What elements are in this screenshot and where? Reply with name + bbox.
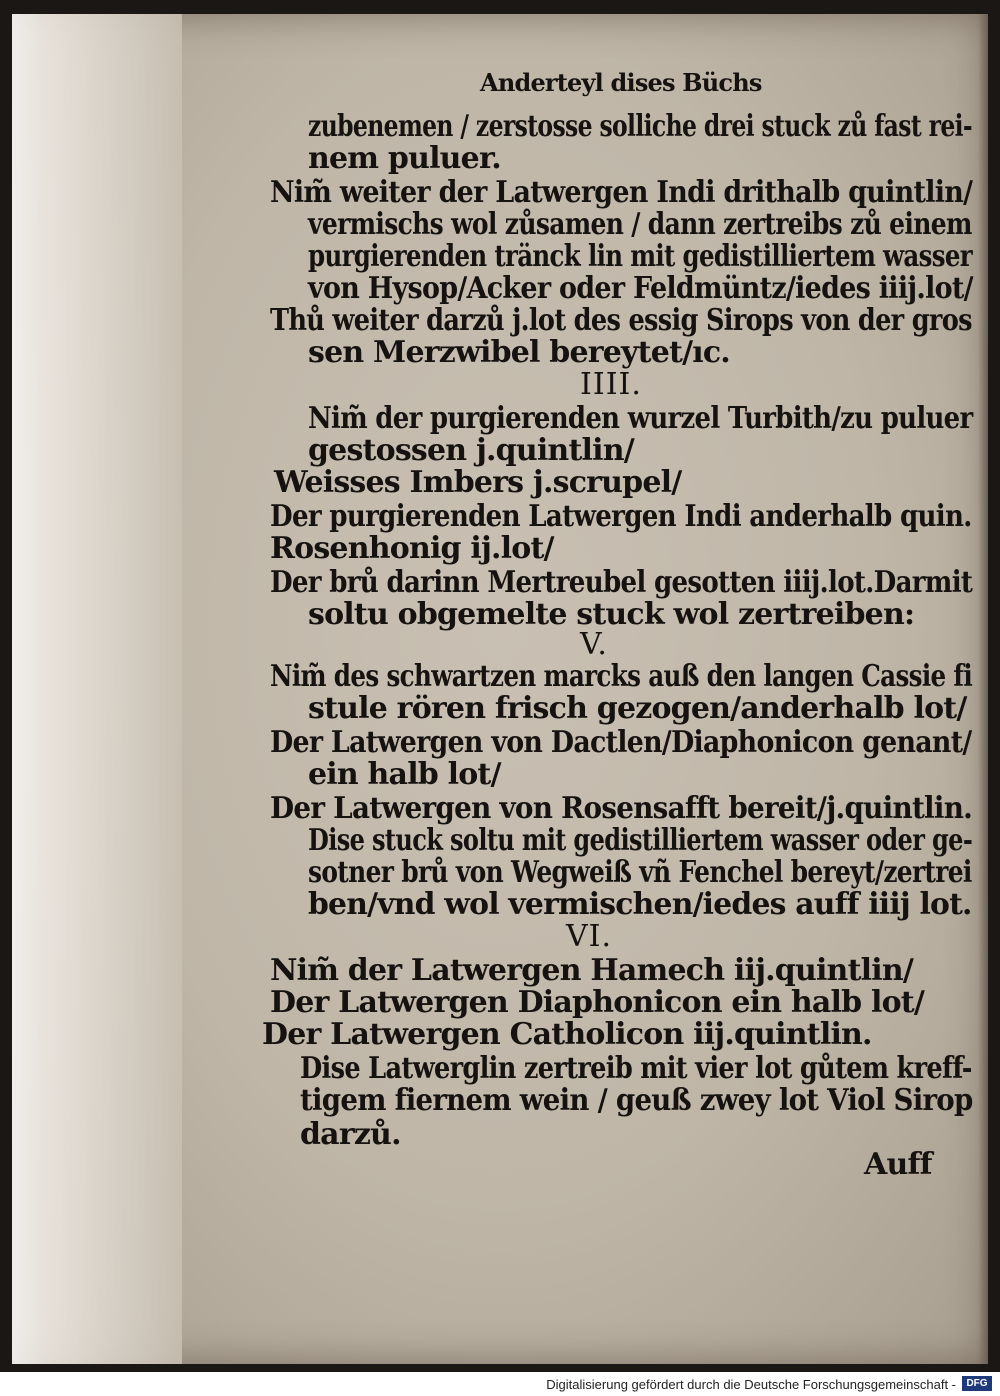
text-line: Der Latwergen von Dactlen/Diaphonicon genant/ [270, 725, 972, 760]
book-page [12, 14, 988, 1364]
text-line: Dise stuck soltu mit gedistilliertem wasser oder ge- [308, 823, 973, 858]
running-header: Anderteyl dises Büchs [480, 68, 762, 97]
text-line: ein halb lot/ [308, 757, 501, 792]
text-line: Der Latwergen Diaphonicon ein halb lot/ [270, 985, 924, 1020]
text-line: Weisses Imbers j.scrupel/ [274, 465, 682, 500]
text-line: Rosenhonig ij.lot/ [270, 531, 554, 566]
catchword: Auff [864, 1147, 932, 1182]
text-line: sen Merzwibel bereytet/ıc. [308, 335, 730, 370]
funding-notice: Digitalisierung gefördert durch die Deutsche Forschungsgemeinschaft - [546, 1377, 956, 1392]
text-line: Der purgierenden Latwergen Indi anderhalb quin. [270, 499, 972, 534]
page-text [12, 14, 988, 1364]
text-line: ben/vnd wol vermischen/iedes auff iiij lot. [308, 887, 972, 922]
text-line: Der brů darinn Mertreubel gesotten iiij.lot.Darmit [270, 565, 973, 600]
text-line: darzů. [300, 1117, 401, 1152]
footer-bar [0, 1372, 1000, 1396]
text-line: tigem fiernem wein / geuß zwey lot Viol Sirop [300, 1083, 973, 1118]
text-line: gestossen j.quintlin/ [308, 433, 634, 468]
text-line: von Hysop/Acker oder Feldmüntz/iedes iiij.lot/ [308, 271, 973, 306]
text-line: soltu obgemelte stuck wol zertreiben: [308, 597, 915, 632]
text-line: Der Latwergen von Rosensafft bereit/j.quintlin. [270, 791, 973, 826]
section-numeral: IIII. [580, 367, 642, 402]
section-numeral: V. [580, 627, 608, 662]
text-line: Der Latwergen Catholicon iij.quintlin. [262, 1017, 872, 1052]
text-line: nem puluer. [308, 141, 501, 176]
text-line: purgierenden tränck lin mit gedistilliertem wasser [308, 239, 972, 274]
text-line: zubenemen / zerstosse solliche drei stuck zů fast rei- [308, 109, 973, 144]
text-line: Nim̃ weiter der Latwergen Indi drithalb quintlin/ [270, 175, 973, 210]
text-line: stule rören frisch gezogen/anderhalb lot/ [308, 691, 967, 726]
dfg-logo: DFG [962, 1376, 992, 1391]
text-line: Nim̃ der purgierenden wurzel Turbith/zu puluer [308, 401, 973, 436]
text-line: Nim̃ der Latwergen Hamech iij.quintlin/ [270, 953, 913, 988]
text-line: vermischs wol zůsamen / dann zertreibs zů einem [308, 207, 972, 242]
text-line: Nim̃ des schwartzen marcks auß den langen Cassie fi [270, 659, 973, 694]
text-line: Dise Latwerglin zertreib mit vier lot gůtem kreff- [300, 1051, 972, 1086]
section-numeral: VI. [566, 919, 613, 954]
text-line: sotner brů von Wegweiß vñ Fenchel bereyt/zertrei [308, 855, 972, 890]
text-line: Thů weiter darzů j.lot des essig Sirops von der gros [270, 303, 972, 338]
